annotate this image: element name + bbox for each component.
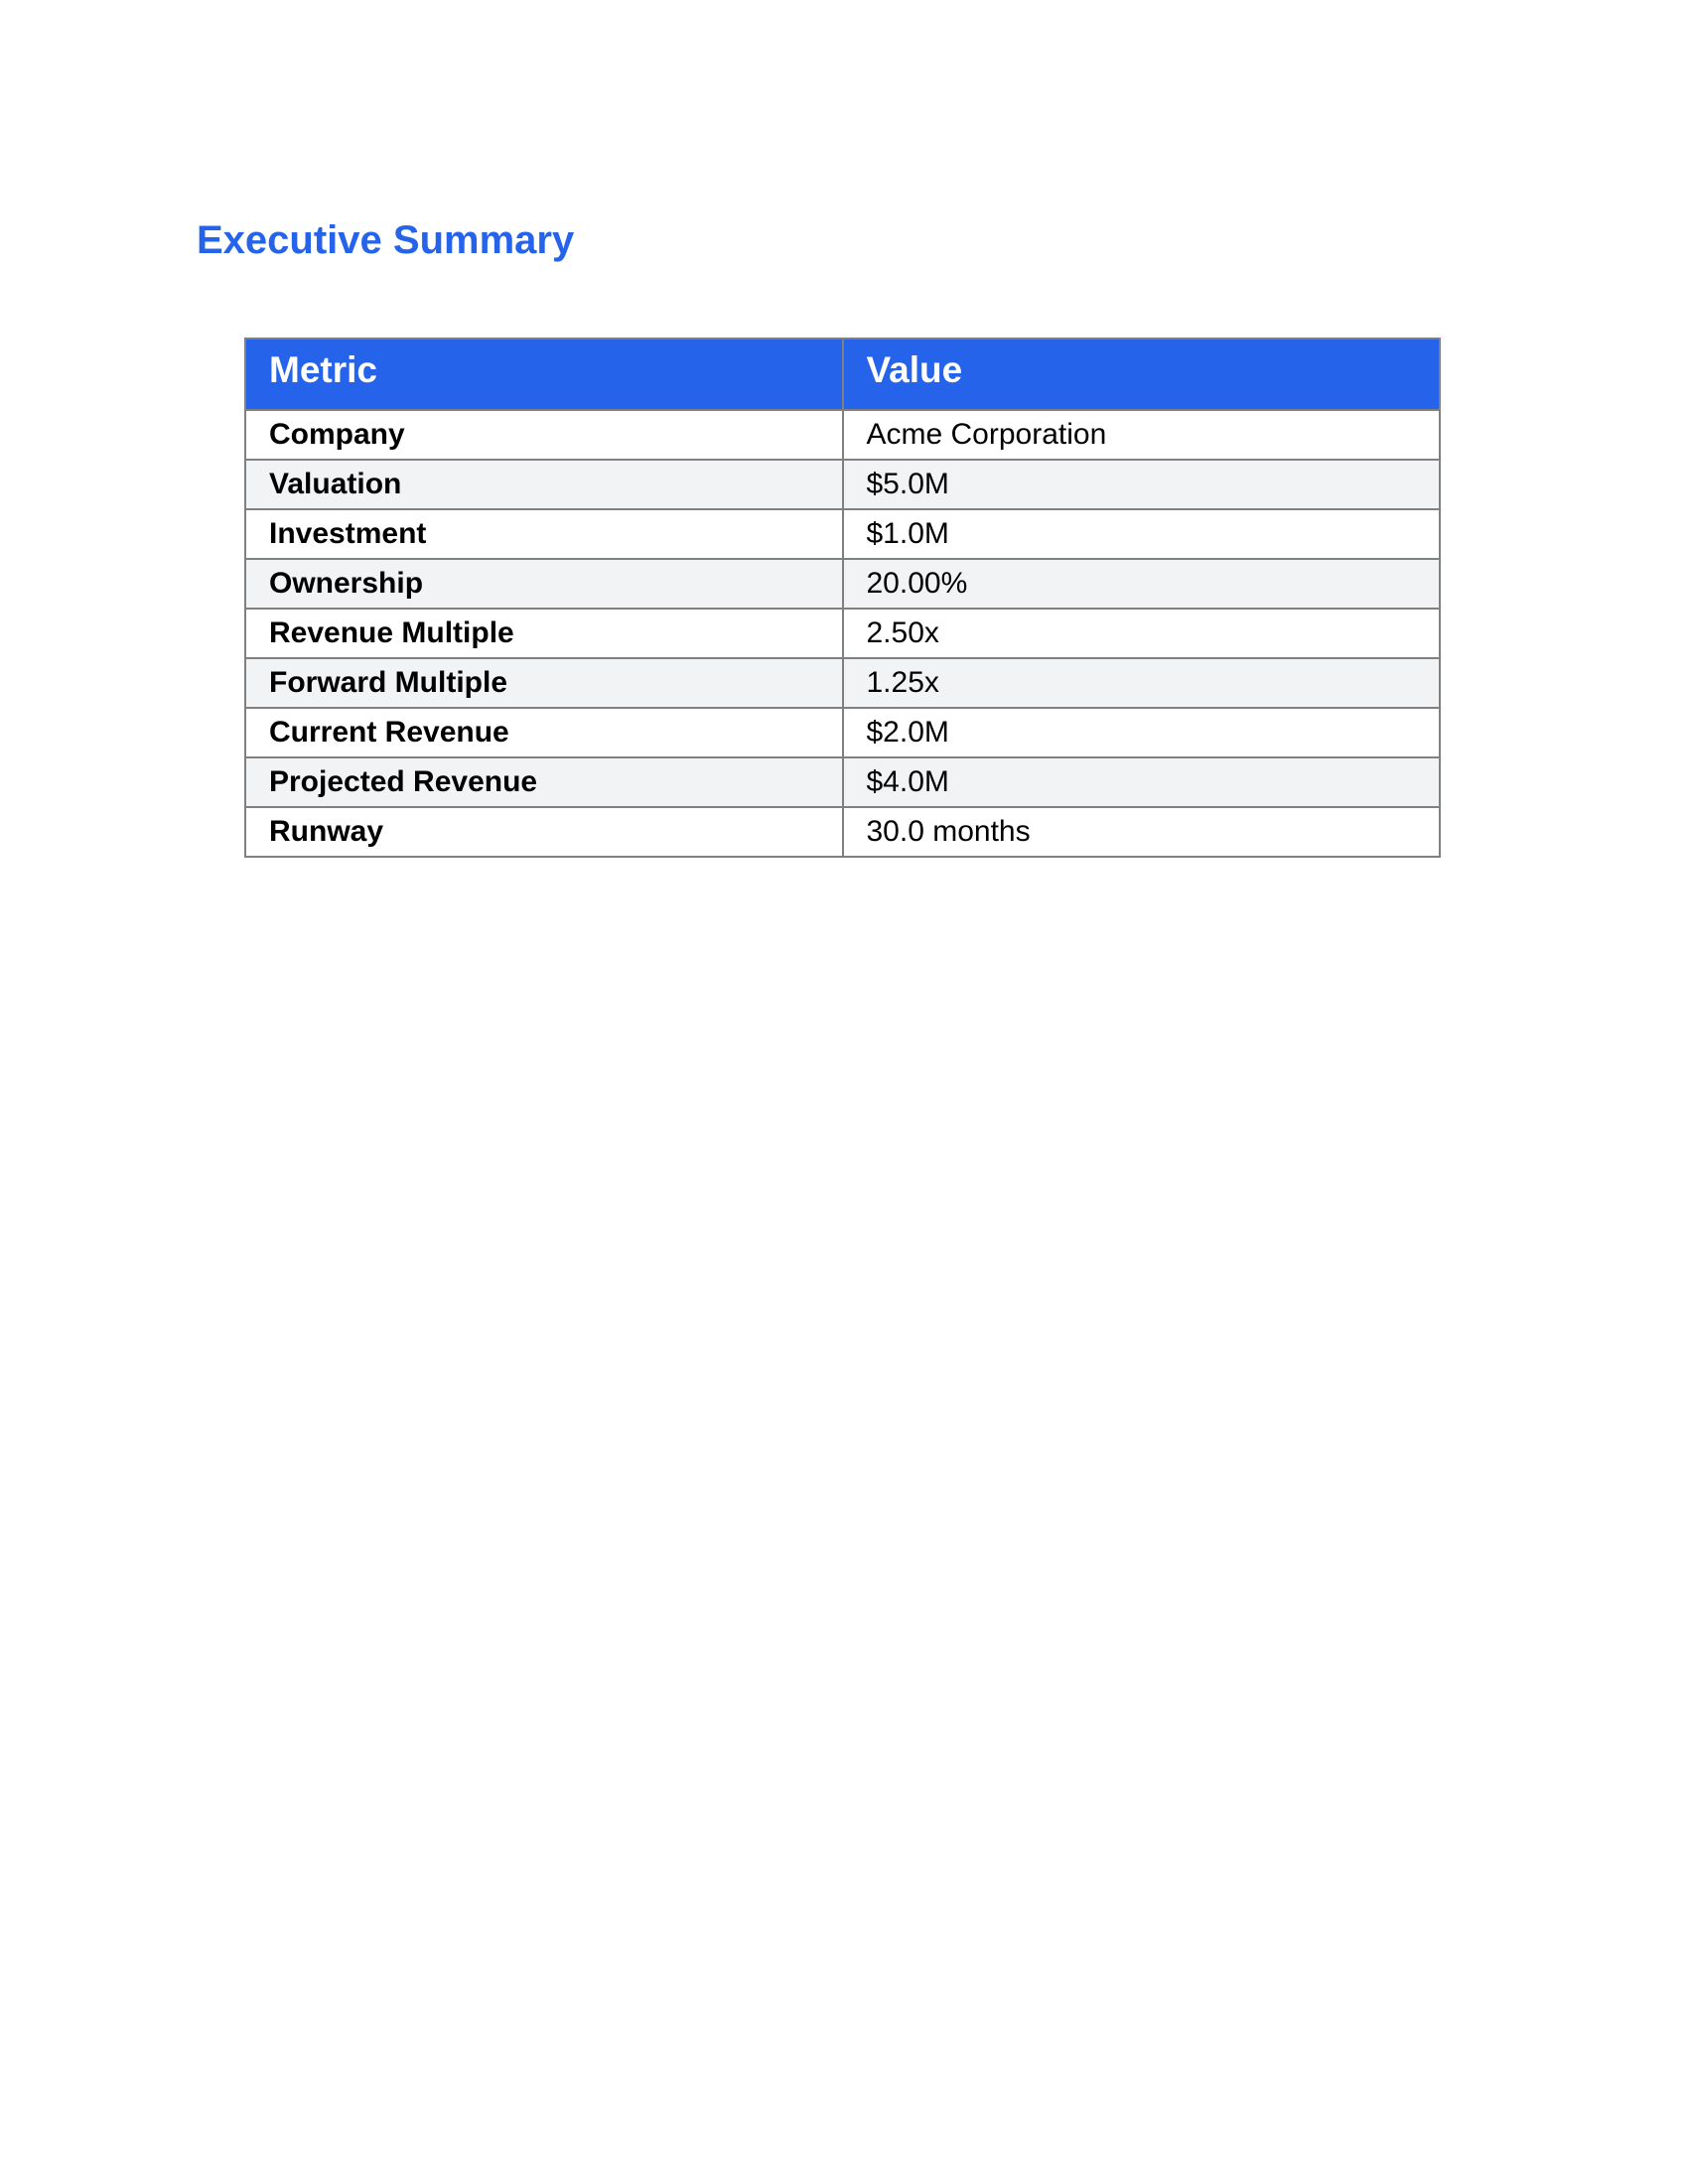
value-cell: 20.00%	[843, 559, 1441, 609]
metric-cell: Projected Revenue	[245, 757, 843, 807]
value-cell: $2.0M	[843, 708, 1441, 757]
value-cell: Acme Corporation	[843, 410, 1441, 460]
metric-cell: Revenue Multiple	[245, 609, 843, 658]
table-row	[245, 658, 1440, 708]
metric-cell: Investment	[245, 509, 843, 559]
value-cell: $1.0M	[843, 509, 1441, 559]
page-title: Executive Summary	[197, 218, 575, 262]
value-cell: $5.0M	[843, 460, 1441, 509]
metric-cell: Company	[245, 410, 843, 460]
metric-cell: Current Revenue	[245, 708, 843, 757]
value-cell: 1.25x	[843, 658, 1441, 708]
table-row	[245, 708, 1440, 757]
metric-cell: Forward Multiple	[245, 658, 843, 708]
table-row	[245, 807, 1440, 857]
metric-cell: Runway	[245, 807, 843, 857]
header-cell-metric: Metric	[245, 339, 843, 410]
executive-summary-table	[244, 338, 1441, 858]
metric-cell: Valuation	[245, 460, 843, 509]
value-cell: 30.0 months	[843, 807, 1441, 857]
table-header-row	[245, 339, 1440, 410]
value-cell: $4.0M	[843, 757, 1441, 807]
header-cell-value: Value	[843, 339, 1441, 410]
table-row	[245, 757, 1440, 807]
value-cell: 2.50x	[843, 609, 1441, 658]
table-row	[245, 559, 1440, 609]
table-row	[245, 410, 1440, 460]
metric-cell: Ownership	[245, 559, 843, 609]
table-row	[245, 460, 1440, 509]
table-row	[245, 509, 1440, 559]
table-row	[245, 609, 1440, 658]
